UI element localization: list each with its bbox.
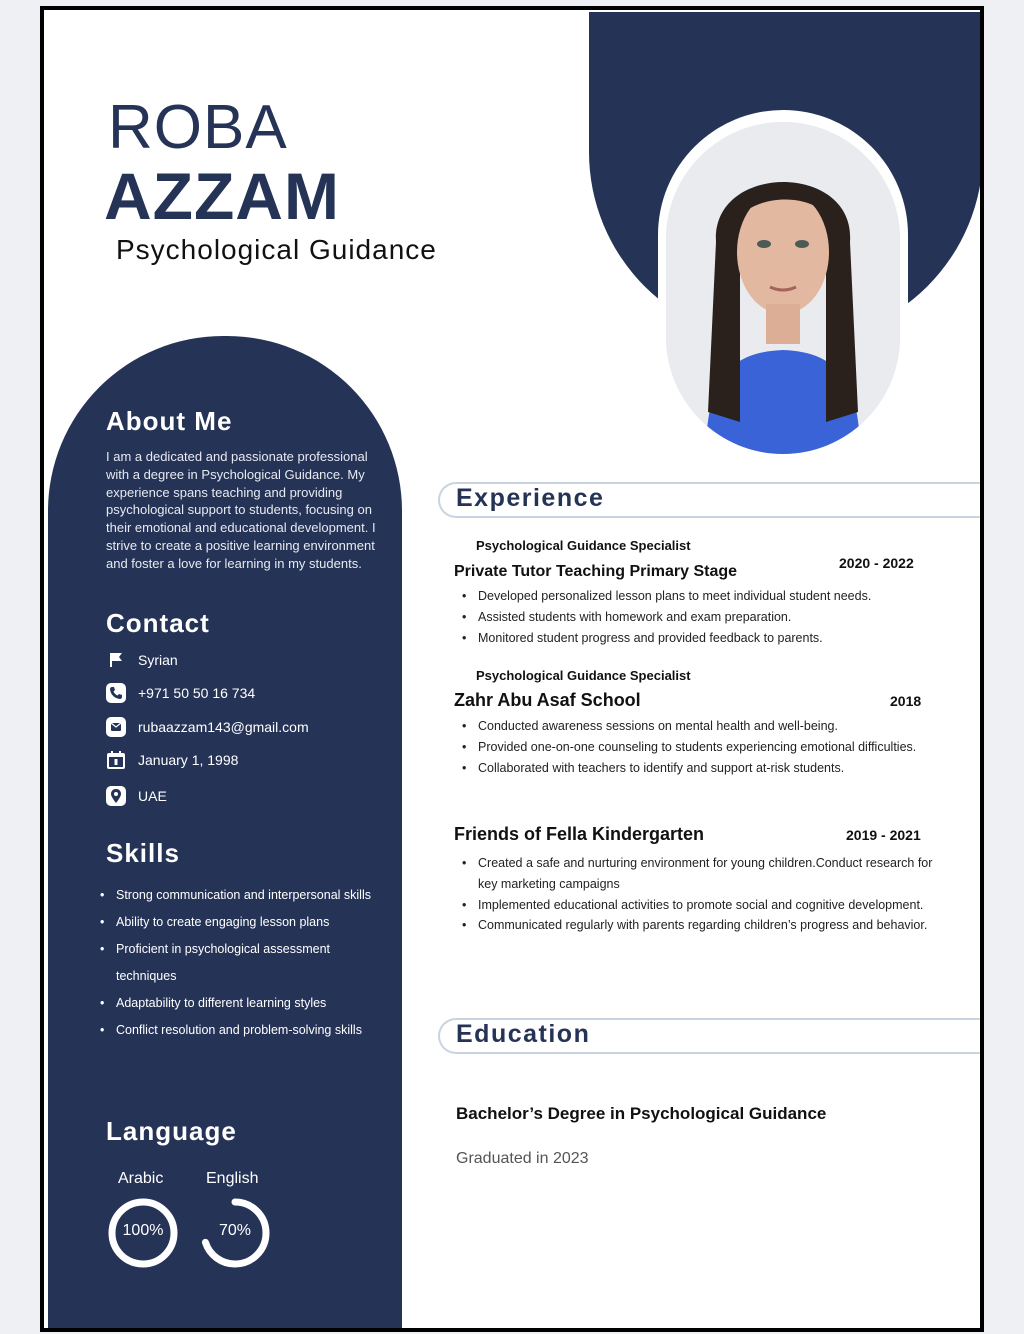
education-heading: Education xyxy=(456,1020,591,1048)
job-date: 2018 xyxy=(890,693,922,709)
list-item: • Implemented educational activities to promote social and cognitive development. xyxy=(460,895,948,916)
list-item: • Provided one-on-one counseling to students experiencing emotional difficulties. xyxy=(460,737,948,758)
list-item: • Communicated regularly with parents regarding children’s progress and behavior. xyxy=(460,915,948,936)
job-title: Psychological Guidance Specialist xyxy=(476,668,691,683)
education-degree: Bachelor’s Degree in Psychological Guidance xyxy=(456,1104,827,1123)
contact-text: January 1, 1998 xyxy=(138,752,239,768)
job-bullets xyxy=(460,853,948,936)
resume-page xyxy=(40,6,984,1332)
language-name-english: English xyxy=(206,1170,259,1187)
job-place: Friends of Fella Kindergarten xyxy=(454,824,705,844)
mail-icon xyxy=(106,717,126,737)
sidebar xyxy=(48,336,402,1332)
about-heading: About Me xyxy=(106,406,233,436)
profile-photo xyxy=(666,122,900,454)
job-place: Private Tutor Teaching Primary Stage xyxy=(454,563,738,580)
skill-item: • Strong communication and interpersonal skills xyxy=(100,882,390,909)
contact-text: Syrian xyxy=(138,652,178,668)
job-date: 2019 - 2021 xyxy=(846,827,921,843)
skill-item: • Ability to create engaging lesson plans xyxy=(100,909,390,936)
language-name-arabic: Arabic xyxy=(118,1170,164,1187)
flag-icon xyxy=(106,650,126,670)
contact-email xyxy=(106,717,309,737)
skills-list xyxy=(100,882,390,1044)
job-bullets xyxy=(460,716,948,778)
list-item: • Assisted students with homework and exam preparation. xyxy=(460,607,948,628)
list-item: • Developed personalized lesson plans to meet individual student needs. xyxy=(460,586,948,607)
contact-heading: Contact xyxy=(106,608,210,638)
job-date: 2020 - 2022 xyxy=(839,555,914,571)
contact-location xyxy=(106,786,167,806)
contact-text: UAE xyxy=(138,788,167,804)
contact-birthdate xyxy=(106,750,238,770)
skill-item: • Proficient in psychological assessment techniques xyxy=(100,936,390,990)
list-item: • Collaborated with teachers to identify and support at-risk students. xyxy=(460,758,948,779)
about-text: I am a dedicated and passionate professional with a degree in Psychological Guidance. My experience spans teaching and providing psychological support to students, focusing on their emotional and educational development. I strive to create a positive learning environment and foster a love for learning in my students. xyxy=(106,449,376,571)
skill-item: • Adaptability to different learning styles xyxy=(100,990,390,1017)
last-name: AZZAM xyxy=(104,159,340,233)
list-item: • Conducted awareness sessions on mental health and well-being. xyxy=(460,716,948,737)
list-item: • Monitored student progress and provided feedback to parents. xyxy=(460,628,948,649)
contact-phone xyxy=(106,683,255,703)
contact-nationality xyxy=(106,650,178,670)
education-graduation: Graduated in 2023 xyxy=(456,1150,589,1167)
location-pin-icon xyxy=(106,786,126,806)
experience-section-header xyxy=(438,482,984,518)
job-bullets xyxy=(460,586,948,648)
job-role-title: Psychological Guidance xyxy=(116,234,437,265)
contact-text: rubaazzam143@gmail.com xyxy=(138,719,309,735)
skill-item: • Conflict resolution and problem-solving skills xyxy=(100,1017,390,1044)
contact-text: +971 50 50 16 734 xyxy=(138,685,256,701)
education-section-header xyxy=(438,1018,984,1054)
language-level-english: 70% xyxy=(218,1222,252,1239)
skills-heading: Skills xyxy=(106,838,180,868)
job-place: Zahr Abu Asaf School xyxy=(454,690,641,710)
language-level-arabic: 100% xyxy=(122,1222,164,1239)
experience-heading: Experience xyxy=(456,484,605,512)
list-item: • Created a safe and nurturing environment for young children.Conduct research for key marketing campaigns xyxy=(460,853,948,895)
calendar-icon xyxy=(106,750,126,770)
language-heading: Language xyxy=(106,1116,237,1146)
job-title: Psychological Guidance Specialist xyxy=(476,538,691,553)
first-name: ROBA xyxy=(108,93,288,162)
phone-icon xyxy=(106,683,126,703)
